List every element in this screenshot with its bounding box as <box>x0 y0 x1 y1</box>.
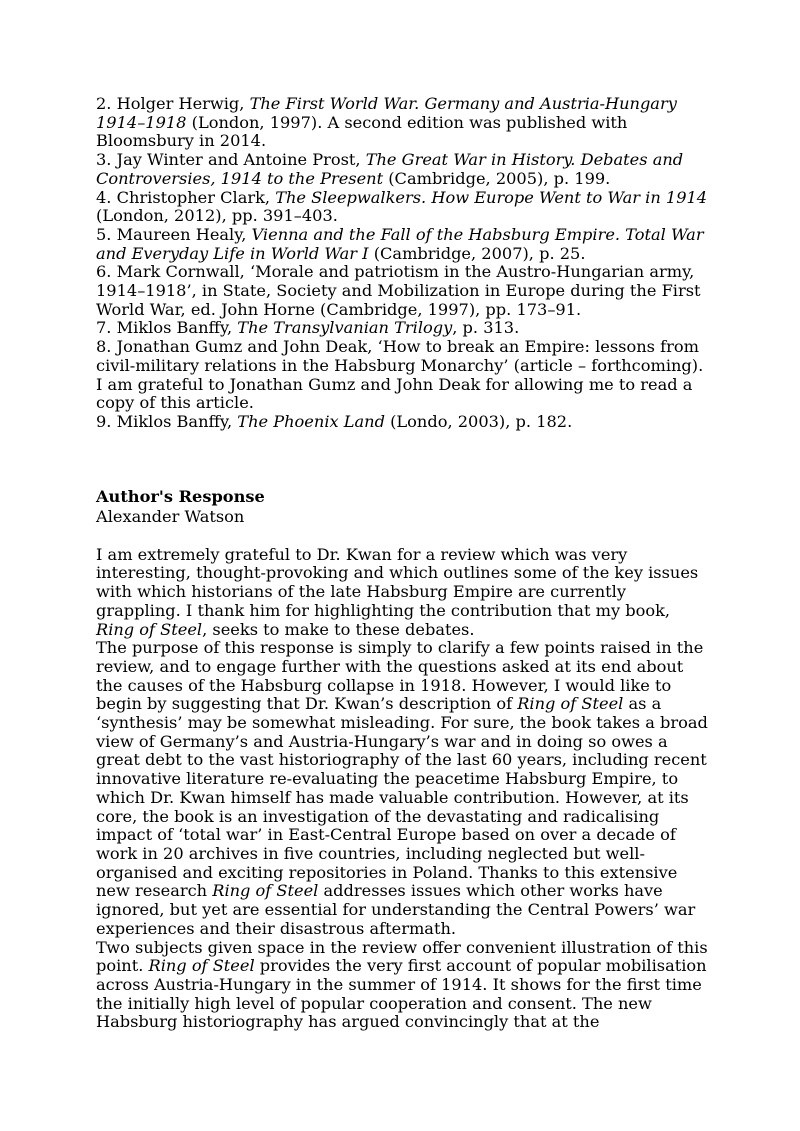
endnote <box>96 263 708 319</box>
text-run: 5. Maureen Healy, <box>96 224 252 244</box>
author-name: Alexander Watson <box>96 507 245 527</box>
italic-title: The First World War. Germany and Austria-Hungary 1914–1918 <box>96 94 677 132</box>
text-run: (Londo, 2003), p. 182. <box>384 411 573 431</box>
italic-title: Ring of Steel <box>148 956 255 976</box>
italic-title: The Phoenix Land <box>237 411 385 431</box>
endnote <box>96 226 708 263</box>
italic-title: The Great War in History. Debates and Controversies, 1914 to the Present <box>96 150 684 188</box>
text-run: 3. Jay Winter and Antoine Prost, <box>96 150 366 170</box>
section-heading: Author's Response <box>96 486 265 506</box>
endnote <box>96 151 708 188</box>
text-run: The purpose of this response is simply to clarify a few points raised in the review, and to engage further with the questions asked at its end about the causes of the Habsburg collapse in 1918. However, I would like to begin by suggesting that Dr. Kwan’s description of <box>96 638 704 714</box>
text-run: provides the very first account of popular mobilisation across Austria-Hungary in the summer of 1914. It shows for the first time the initially high level of popular cooperation and consent. The new Habsburg historiography has argued convincingly that at the <box>96 956 707 1032</box>
response-body <box>96 546 708 1032</box>
endnote <box>96 95 708 151</box>
text-run: 6. Mark Cornwall, ‘Morale and patriotism in the Austro-Hungarian army, 1914–1918’, in State, Society and Mobilization in Europe during the First World War, ed. John Horne (Cambridge, 1997), pp. 173–91. <box>96 262 701 319</box>
endnote <box>96 319 708 338</box>
text-run: 9. Miklos Banffy, <box>96 411 238 431</box>
body-paragraph <box>96 639 708 938</box>
text-run: (London, 1997). A second edition was published with Bloomsbury in 2014. <box>96 112 628 151</box>
text-run: as a ‘synthesis’ may be somewhat misleading. For sure, the book takes a broad view of Germany’s and Austria-Hungary’s war and in doing so owes a great debt to the vast historiography of the last 60 years, including recent innovative literature re-evaluating the peacetime Habsburg Empire, to which Dr. Kwan himself has made valuable contribution. However, at its core, the book is an investigation of the devastating and radicalising impact of ‘total war’ in East-Central Europe based on over a decade of work in 20 archives in five countries, including neglected but well-organised and exciting repositories in Poland. Thanks to this extensive new research <box>96 694 708 901</box>
text-run: 4. Christopher Clark, <box>96 187 276 207</box>
text-run: , seeks to make to these debates. <box>202 619 475 639</box>
italic-title: Ring of Steel <box>212 881 319 901</box>
blank-line <box>96 527 708 546</box>
endnote <box>96 338 708 413</box>
text-run: 7. Miklos Banffy, <box>96 318 238 338</box>
text-run: addresses issues which other works have ignored, but yet are essential for understanding the Central Powers’ war experiences and their disastrous aftermath. <box>96 881 696 938</box>
italic-title: The Transylvanian Trilogy <box>237 318 453 338</box>
italic-title: Ring of Steel <box>517 694 624 714</box>
body-paragraph <box>96 939 708 1033</box>
body-paragraph <box>96 546 708 640</box>
text-run: (Cambridge, 2007), p. 25. <box>368 243 586 263</box>
italic-title: Ring of Steel <box>96 619 203 639</box>
endnote <box>96 413 708 432</box>
text-run: 2. Holger Herwig, <box>96 94 250 113</box>
endnotes-list <box>96 95 708 432</box>
text-run: , p. 313. <box>452 318 520 338</box>
text-run: 8. Jonathan Gumz and John Deak, ‘How to break an Empire: lessons from civil-military relations in the Habsburg Monarchy’ (article – forthcoming). I am grateful to Jonathan Gumz and John Deak for allowing me to read a copy of this article. <box>96 337 704 413</box>
endnote <box>96 189 708 226</box>
italic-title: Vienna and the Fall of the Habsburg Empire. Total War and Everyday Life in World War I <box>96 224 704 263</box>
text-run: I am extremely grateful to Dr. Kwan for a review which was very interesting, thought-provoking and which outlines some of the key issues with which historians of the late Habsburg Empire are currently grappling. I thank him for highlighting the contribution that my book, <box>96 544 699 620</box>
text-run: (Cambridge, 2005), p. 199. <box>383 168 611 188</box>
italic-title: The Sleepwalkers. How Europe Went to War in 1914 <box>275 187 708 207</box>
section-gap <box>96 432 708 488</box>
text-run: Two subjects given space in the review offer convenient illustration of this point. <box>96 937 708 976</box>
document-page <box>96 95 708 1032</box>
text-run: (London, 2012), pp. 391–403. <box>96 206 338 226</box>
